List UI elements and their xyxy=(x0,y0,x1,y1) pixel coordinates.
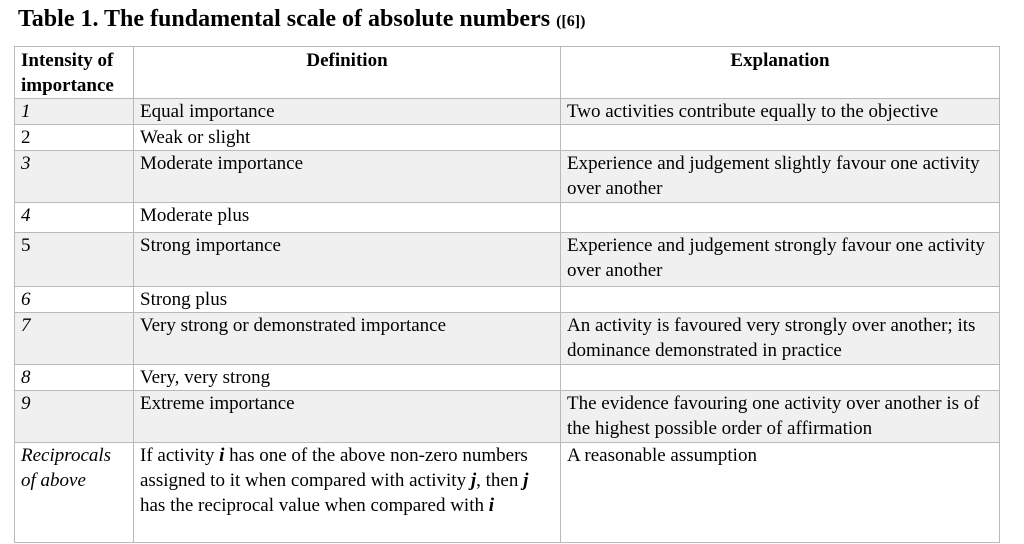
variable-j: j xyxy=(523,470,529,491)
explanation-cell xyxy=(561,365,1000,391)
intensity-cell: 3 xyxy=(15,151,134,203)
definition-cell: Strong importance xyxy=(134,233,561,287)
fundamental-scale-table xyxy=(14,46,1000,543)
intensity-cell: 9 xyxy=(15,391,134,443)
definition-cell: Moderate importance xyxy=(134,151,561,203)
explanation-cell xyxy=(561,125,1000,151)
explanation-cell: Experience and judgement strongly favour one activity over another xyxy=(561,233,1000,287)
intensity-cell: 8 xyxy=(15,365,134,391)
definition-cell: Extreme importance xyxy=(134,391,561,443)
variable-i: i xyxy=(488,495,494,516)
explanation-cell xyxy=(561,203,1000,233)
table-row xyxy=(15,313,1000,365)
table-header-row xyxy=(15,47,1000,99)
variable-j: j xyxy=(470,470,477,491)
header-explanation: Explanation xyxy=(561,47,1000,99)
intensity-cell: 7 xyxy=(15,313,134,365)
definition-cell: Weak or slight xyxy=(134,125,561,151)
intensity-cell: 6 xyxy=(15,287,134,313)
table-row xyxy=(15,151,1000,203)
caption-title: Table 1. The fundamental scale of absolute numbers xyxy=(18,6,551,32)
intensity-cell: 4 xyxy=(15,203,134,233)
table-caption xyxy=(18,4,585,37)
explanation-cell: Two activities contribute equally to the objective xyxy=(561,99,1000,125)
explanation-cell: A reasonable assumption xyxy=(561,443,1000,543)
explanation-cell xyxy=(561,287,1000,313)
intensity-cell: 1 xyxy=(15,99,134,125)
header-intensity: Intensity of importance xyxy=(15,47,134,99)
intensity-cell: 2 xyxy=(15,125,134,151)
explanation-cell: The evidence favouring one activity over another is of the highest possible order of affirmation xyxy=(561,391,1000,443)
definition-cell: Equal importance xyxy=(134,99,561,125)
table-row xyxy=(15,233,1000,287)
caption-ref: ([6]) xyxy=(556,13,586,30)
definition-cell: Very strong or demonstrated importance xyxy=(134,313,561,365)
intensity-cell: Reciprocals of above xyxy=(15,443,134,543)
header-definition: Definition xyxy=(134,47,561,99)
table-row xyxy=(15,365,1000,391)
variable-i: i xyxy=(219,445,225,466)
definition-cell: Very, very strong xyxy=(134,365,561,391)
table-row xyxy=(15,287,1000,313)
table-row xyxy=(15,99,1000,125)
definition-cell: Moderate plus xyxy=(134,203,561,233)
table-row-reciprocals xyxy=(15,443,1000,543)
definition-cell: If activity i has one of the above non-zero numbers assigned to it when compared with activity j, then j has the reciprocal value when compared with i xyxy=(134,443,561,543)
table-row xyxy=(15,391,1000,443)
explanation-cell: An activity is favoured very strongly over another; its dominance demonstrated in practice xyxy=(561,313,1000,365)
intensity-cell: 5 xyxy=(15,233,134,287)
table-row xyxy=(15,125,1000,151)
citation-link[interactable]: [6] xyxy=(561,13,581,30)
explanation-cell: Experience and judgement slightly favour one activity over another xyxy=(561,151,1000,203)
table-row xyxy=(15,203,1000,233)
definition-cell: Strong plus xyxy=(134,287,561,313)
